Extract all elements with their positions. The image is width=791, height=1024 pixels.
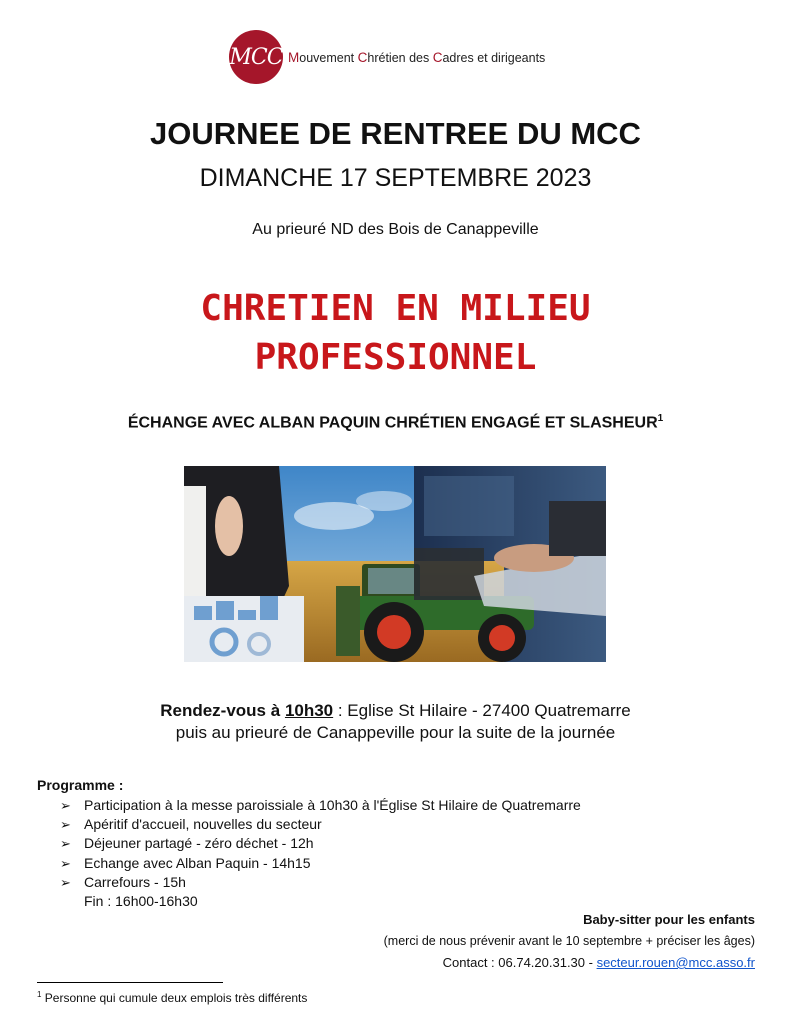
rendezvous-location: : Eglise St Hilaire - 27400 Quatremarre xyxy=(333,701,631,720)
list-item xyxy=(60,873,581,892)
footnote-number: 1 xyxy=(37,990,42,999)
programme-item-text: Carrefours - 15h xyxy=(84,873,186,890)
mcc-logo xyxy=(229,30,545,84)
event-title: JOURNEE DE RENTREE DU MCC xyxy=(150,116,641,151)
arrow-bullet-icon: ➢ xyxy=(60,836,71,852)
footnote xyxy=(37,990,307,1005)
event-theme-line-1: CHRETIEN EN MILIEU xyxy=(200,288,591,329)
programme-item-text: Participation à la messe paroissiale à 10h30 à l'Église St Hilaire de Quatremarre xyxy=(84,797,581,813)
org-name-part-1: ouvement xyxy=(299,50,358,65)
org-name-part-3: adres et dirigeants xyxy=(442,50,546,65)
programme-item-text: Apéritif d'accueil, nouvelles du secteur xyxy=(84,816,322,833)
babysitter-note: (merci de nous prévenir avant le 10 septembre + préciser les âges) xyxy=(383,934,755,948)
contact-line xyxy=(443,955,755,970)
arrow-bullet-icon: ➢ xyxy=(60,817,71,833)
arrow-bullet-icon: ➢ xyxy=(60,855,71,871)
programme-item-text: Echange avec Alban Paquin - 14h15 xyxy=(84,854,311,871)
event-theme-line-2: PROFESSIONNEL xyxy=(254,337,537,378)
babysitter-info: Baby-sitter pour les enfants xyxy=(583,912,755,927)
arrow-bullet-icon: ➢ xyxy=(60,798,71,813)
org-name-part-2: hrétien des xyxy=(367,50,433,65)
rendezvous-line-1 xyxy=(0,700,791,722)
mcc-logo-mark: MCC xyxy=(229,30,283,84)
footnote-divider xyxy=(37,982,223,983)
org-name-initial-1: M xyxy=(288,49,300,65)
exchange-heading xyxy=(0,413,791,432)
programme-title: Programme : xyxy=(37,777,124,793)
list-item xyxy=(60,815,581,834)
org-name-initial-2: C xyxy=(357,49,368,65)
rendezvous-label: Rendez-vous à xyxy=(160,701,281,720)
footnote-text: Personne qui cumule deux emplois très différents xyxy=(44,991,308,1005)
programme-end: Fin : 16h00-16h30 xyxy=(84,893,198,910)
rendezvous xyxy=(0,700,791,744)
event-theme xyxy=(0,284,791,382)
list-item xyxy=(60,796,581,815)
programme-list xyxy=(60,796,581,911)
footnote-ref: 1 xyxy=(657,413,664,424)
list-item xyxy=(60,834,581,853)
rendezvous-line-2: puis au prieuré de Canappeville pour la suite de la journée xyxy=(175,723,616,742)
org-name xyxy=(288,50,545,65)
event-place: Au prieuré ND des Bois de Canappeville xyxy=(252,221,539,238)
org-name-initial-3: C xyxy=(432,49,443,65)
exchange-text: ÉCHANGE AVEC ALBAN PAQUIN CHRÉTIEN ENGAGÉ ET SLASHEUR xyxy=(127,414,658,432)
list-item xyxy=(60,854,581,873)
programme-item-text: Déjeuner partagé - zéro déchet - 12h xyxy=(84,835,314,852)
event-photo xyxy=(184,466,606,662)
contact-email-link[interactable]: secteur.rouen@mcc.asso.fr xyxy=(596,955,755,970)
event-date: DIMANCHE 17 SEPTEMBRE 2023 xyxy=(199,164,592,192)
rendezvous-time: 10h30 xyxy=(284,701,334,720)
arrow-bullet-icon: ➢ xyxy=(60,874,71,890)
contact-phone: Contact : 06.74.20.31.30 - xyxy=(442,955,597,970)
